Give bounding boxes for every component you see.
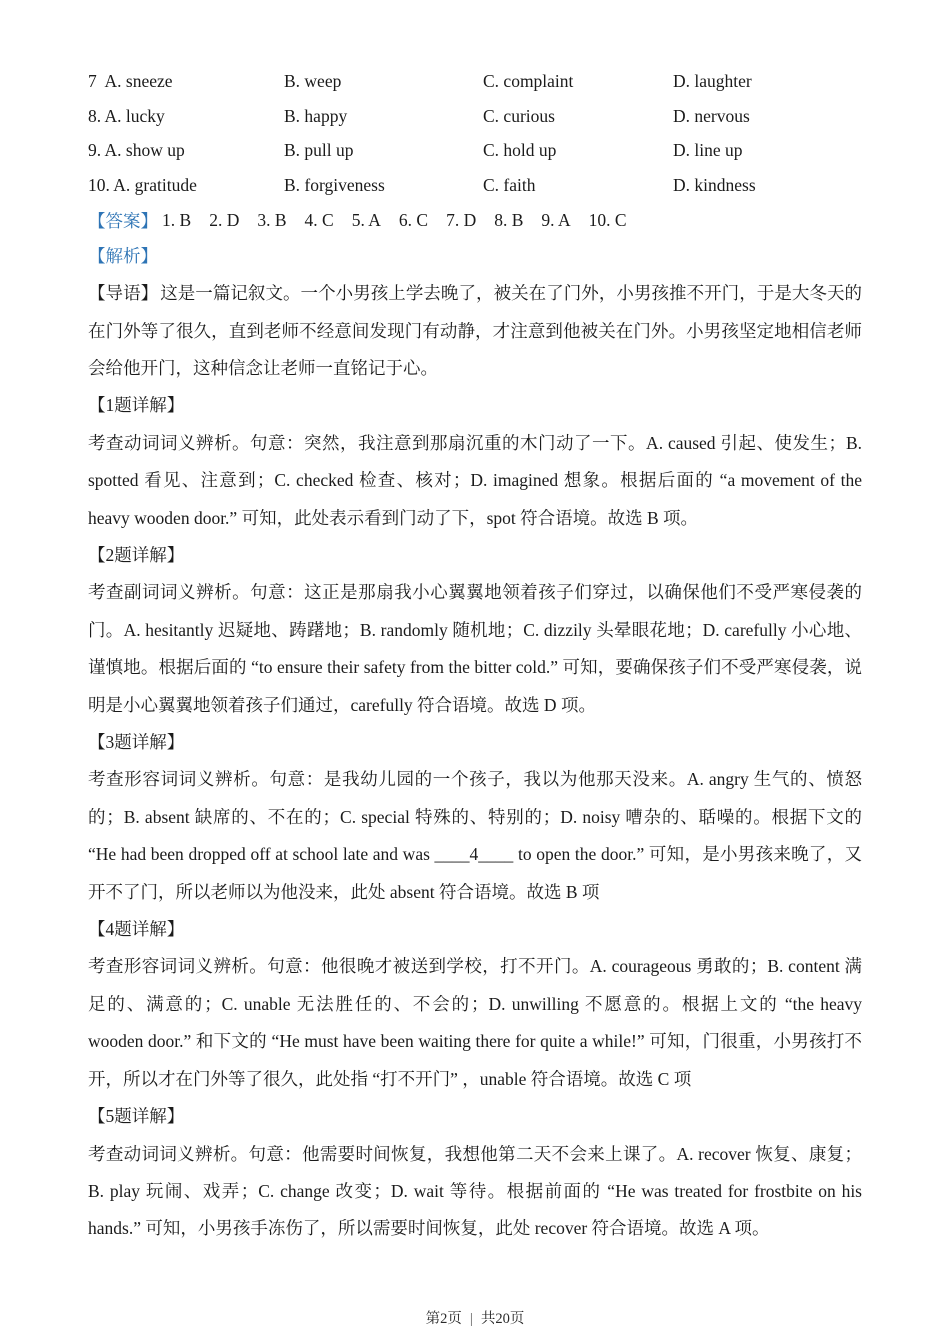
option-cell: B. weep bbox=[284, 70, 342, 91]
section-body-3: 考查形容词词义辨析。句意：是我幼儿园的一个孩子，我以为他那天没来。A. angry 生气的、愤怒的；B. absent 缺席的、不在的；C. special 特殊的、特别的；D. noisy 嘈杂的、聒噪的。根据下文的 “He had been dropped off at school late and was ____4____ to open the door.” 可知，是小男孩来晚了，又开不了门，所以老师以为他没来，此处 absent 符合语境。故选 B 项 bbox=[88, 769, 862, 902]
option-cell: D. line up bbox=[673, 140, 743, 161]
answer-item: 10. C bbox=[588, 209, 627, 230]
footer-separator: | bbox=[469, 1311, 473, 1327]
page-footer bbox=[0, 1307, 950, 1328]
option-cell: D. kindness bbox=[673, 174, 756, 195]
option-row-10 bbox=[88, 168, 862, 203]
option-cell: 7 A. sneeze bbox=[88, 70, 173, 91]
answer-item: 5. A bbox=[351, 209, 381, 230]
option-row-8 bbox=[88, 99, 862, 134]
section-heading-1: 【1题详解】 bbox=[88, 395, 185, 416]
answers-label: 【答案】 bbox=[88, 210, 158, 231]
section-body-2: 考查副词词义辨析。句意：这正是那扇我小心翼翼地领着孩子们穿过，以确保他们不受严寒侵袭的门。A. hesitantly 迟疑地、踌躇地；B. randomly 随机地；C. dizzily 头晕眼花地；D. carefully 小心地、谨慎地。根据后面的 “to ensure their safety from the bitter cold.” 可知，要确保孩子们不受严寒侵袭，说明是小心翼翼地领着孩子们通过，carefully 符合语境。故选 D 项。 bbox=[88, 582, 862, 715]
section-body-1: 考查动词词义辨析。句意：突然，我注意到那扇沉重的木门动了一下。A. caused 引起、使发生；B. spotted 看见、注意到；C. checked 检查、核对；D. imagined 想象。根据后面的 “a movement of the heavy wooden door.” 可知，此处表示看到门动了下，spot 符合语境。故选 B 项。 bbox=[88, 432, 862, 528]
options-grid bbox=[88, 64, 862, 203]
section-heading-2: 【2题详解】 bbox=[88, 545, 185, 565]
option-cell: D. laughter bbox=[673, 70, 752, 91]
answer-item: 7. D bbox=[446, 209, 477, 230]
answer-item: 6. C bbox=[398, 209, 429, 230]
answer-item: 8. B bbox=[494, 209, 524, 230]
option-cell: B. happy bbox=[284, 105, 348, 126]
option-cell: C. complaint bbox=[483, 70, 574, 91]
option-cell: C. hold up bbox=[483, 140, 557, 161]
answers-line bbox=[88, 203, 862, 238]
section-heading-3: 【3题详解】 bbox=[88, 732, 185, 753]
option-cell: B. forgiveness bbox=[284, 174, 385, 195]
option-cell: C. curious bbox=[483, 105, 555, 126]
option-cell: C. faith bbox=[483, 174, 536, 195]
option-cell: 8. A. lucky bbox=[88, 105, 165, 126]
section-body-4: 考查形容词词义辨析。句意：他很晚才被送到学校，打不开门。A. courageous 勇敢的；B. content 满足的、满意的；C. unable 无法胜任的、不会的；D. unwilling 不愿意的。根据上文的 “the heavy wooden door.” 和下文的 “He must have been waiting there for quite a while!” 可知，门很重，小男孩打不开，所以才在门外等了很久，此处指 “打不开门” ，unable 符合语境。故选 C 项 bbox=[88, 956, 862, 1089]
section-heading-5: 【5题详解】 bbox=[88, 1106, 185, 1127]
option-row-7 bbox=[88, 64, 862, 99]
footer-total-pages: 共20页 bbox=[480, 1311, 525, 1327]
answer-item: 4. C bbox=[304, 209, 334, 230]
option-cell: B. pull up bbox=[284, 140, 354, 161]
intro-label: 【导语】 bbox=[88, 283, 159, 304]
section-body-5: 考查动词词义辨析。句意：他需要时间恢复，我想他第二天不会来上课了。A. recover 恢复、康复；B. play 玩闹、戏弄；C. change 改变；D. wait 等待。根据前面的 “He was treated for frostbite on his hands.” 可知，小男孩手冻伤了，所以需要时间恢复，此处 recover 符合语境。故选 A 项。 bbox=[88, 1143, 862, 1239]
answer-item: 9. A bbox=[541, 209, 571, 230]
document-page bbox=[88, 64, 862, 1248]
option-cell: D. nervous bbox=[673, 105, 750, 126]
answer-item: 1. B bbox=[162, 209, 192, 230]
option-row-9 bbox=[88, 133, 862, 168]
intro-text: 这是一篇记叙文。一个小男孩上学去晚了，被关在了门外，小男孩推不开门，于是大冬天的在门外等了很久，直到老师不经意间发现门有动静，才注意到他被关在门外。小男孩坚定地相信老师会给他开门，这种信念让老师一直铭记于心。 bbox=[88, 283, 862, 378]
option-cell: 9. A. show up bbox=[88, 140, 185, 161]
answer-item: 2. D bbox=[209, 209, 240, 230]
answer-item: 3. B bbox=[257, 209, 287, 230]
intro-paragraph bbox=[88, 275, 862, 387]
option-cell: 10. A. gratitude bbox=[88, 174, 197, 195]
analysis-label-line bbox=[88, 238, 862, 275]
footer-page-number: 第2页 bbox=[425, 1311, 462, 1327]
analysis-label: 【解析】 bbox=[88, 245, 158, 266]
section-heading-4: 【4题详解】 bbox=[88, 919, 185, 940]
